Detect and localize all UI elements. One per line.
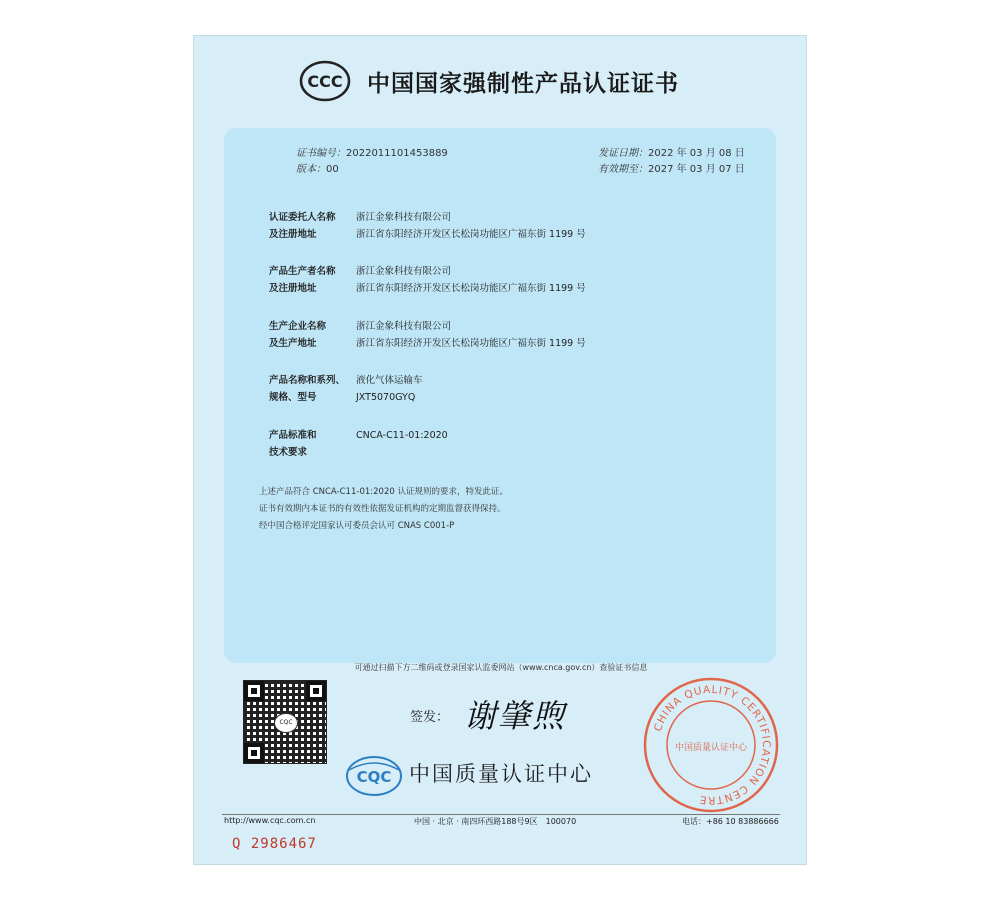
qr-center-logo: CQC — [274, 713, 298, 733]
qr-finder — [244, 681, 264, 701]
qr-code[interactable] — [244, 681, 326, 763]
version-label: 版本： — [296, 164, 326, 175]
ccc-logo-text: CCC — [307, 72, 343, 91]
field-label: 技术要求 — [269, 447, 308, 458]
field-label: 产品标准和 — [269, 430, 317, 441]
field-value: JXT5070GYQ — [356, 392, 416, 403]
issue-date-label: 发证日期： — [598, 148, 648, 159]
note-line: 上述产品符合 CNCA-C11-01:2020 认证规则的要求，特发此证。 — [259, 487, 508, 497]
qr-finder — [244, 743, 264, 763]
field-label: 规格、型号 — [269, 392, 317, 403]
cert-meta-right — [598, 146, 745, 178]
cert-no-label: 证书编号： — [296, 148, 346, 159]
cert-meta-left — [296, 146, 448, 178]
footer-divider — [222, 814, 780, 815]
field-label: 产品名称和系列、 — [269, 375, 346, 386]
field-label: 产品生产者名称 — [269, 266, 336, 277]
qr-verify-note: 可通过扫描下方二维码或登录国家认监委网站（www.cnca.gov.cn）查验证书信息 — [354, 663, 648, 672]
field-value: 浙江金象科技有限公司 — [356, 321, 452, 332]
seal-outer-text: CHINA QUALITY CERTIFICATION CENTRE — [651, 683, 773, 807]
sign-label: 签发： — [410, 710, 450, 725]
version: 00 — [326, 164, 339, 175]
footer-phone: 电话：+86 10 83886666 — [682, 817, 779, 826]
field-value: 浙江金象科技有限公司 — [356, 212, 452, 223]
note-line: 证书有效期内本证书的有效性依据发证机构的定期监督获得保持。 — [259, 504, 506, 514]
details-panel — [224, 128, 776, 663]
signature: 谢肇煦 — [464, 697, 567, 735]
field-label: 及注册地址 — [269, 229, 317, 240]
qr-finder — [306, 681, 326, 701]
certificate-header — [299, 56, 679, 106]
issuer-name: 中国质量认证中心 — [409, 762, 593, 786]
field-value: 液化气体运输车 — [356, 375, 423, 386]
issue-date: 2022 年 03 月 08 日 — [648, 148, 745, 159]
cert-no: 2022011101453889 — [346, 148, 448, 159]
field-value: 浙江省东阳经济开发区长松岗功能区广福东街 1199 号 — [356, 283, 586, 294]
seal-inner-text: 中国质量认证中心 — [674, 743, 748, 753]
expire-date: 2027 年 03 月 07 日 — [648, 164, 745, 175]
field-value: 浙江省东阳经济开发区长松岗功能区广福东街 1199 号 — [356, 338, 586, 349]
field-label: 及生产地址 — [269, 338, 317, 349]
field-value: CNCA-C11-01:2020 — [356, 430, 448, 441]
footer-website: http://www.cqc.com.cn — [224, 816, 316, 825]
cqc-logo-icon — [344, 754, 404, 798]
field-label: 认证委托人名称 — [269, 212, 336, 223]
field-label: 及注册地址 — [269, 283, 317, 294]
expire-date-label: 有效期至： — [598, 164, 648, 175]
cqc-logo-text: CQC — [356, 768, 392, 786]
note-line: 经中国合格评定国家认可委员会认可 CNAS C001-P — [259, 521, 455, 531]
certificate-title: 中国国家强制性产品认证证书 — [367, 70, 679, 97]
ccc-logo-icon — [299, 60, 351, 102]
field-label: 生产企业名称 — [269, 321, 327, 332]
certificate — [193, 35, 807, 865]
field-value: 浙江省东阳经济开发区长松岗功能区广福东街 1199 号 — [356, 229, 586, 240]
serial-number: Q 2986467 — [232, 836, 317, 852]
footer-address: 中国 · 北京 · 南四环西路188号9区 100070 — [414, 817, 577, 826]
certificate-notes — [259, 484, 508, 535]
field-value: 浙江金象科技有限公司 — [356, 266, 452, 277]
official-seal-icon — [642, 676, 780, 814]
